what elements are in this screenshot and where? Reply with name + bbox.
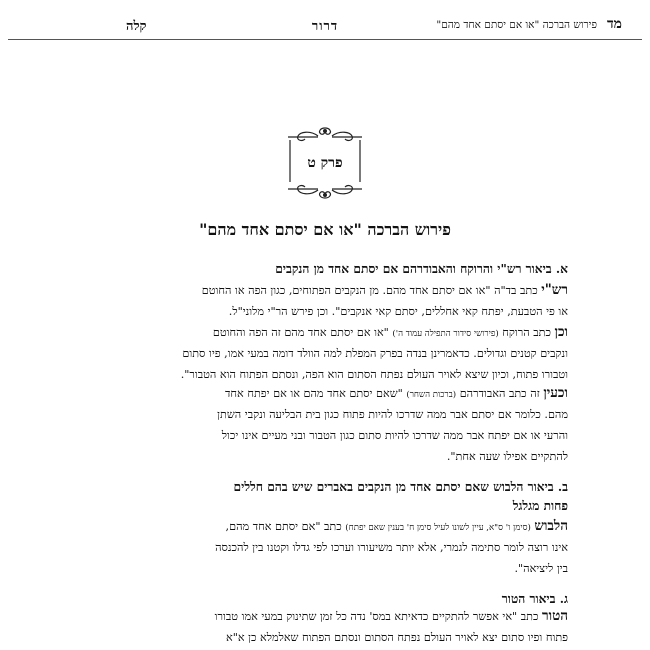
header-title-text: פירוש הברכה "או אם יסתם אחד מהם" (436, 19, 597, 31)
paragraph-lead-word: הטור (541, 608, 568, 624)
paragraph-line (86, 606, 568, 627)
paragraph-line (86, 383, 568, 404)
header-journal-name: דרור (311, 19, 339, 34)
paragraph-abudarham (86, 383, 568, 467)
paragraph-lead-word: וכעין (543, 385, 568, 401)
header-running-title (436, 16, 622, 33)
paragraph-levush (86, 516, 568, 579)
paragraph-line: או פי הטבעת, יפתח קאי אחללים, יסתם קאי אנקבים". וכן פירש הר"י מלוני"ל. (228, 305, 568, 318)
line-text: "שאם יסתם אחד מהם או אם יפתח אחד (225, 387, 403, 400)
paragraph-tur (86, 606, 568, 648)
section-b-heading-line1: ב. ביאור הלבוש שאם יסתם אחד מן הנקבים באברים שיש בהם חללים (233, 480, 568, 494)
section-c-heading: ג. ביאור הטור (501, 592, 568, 606)
chapter-label: פרק ט (307, 155, 343, 171)
paragraph-rokeach (86, 322, 568, 385)
line-text: כתב בד"ה "או אם יסתם אחד מהם. מן הנקבים הפתוחים, כגון הפה או החוטם (201, 284, 538, 297)
paragraph-line: וטבורו פתוח, וכיון שיצא לאויר העולם נפתח הסתום הוא הפה, ונסתם הפתוח הוא הטבור". (180, 368, 568, 381)
paragraph-line: אינו רוצה לומר סתימה לגמרי, אלא יותר משיעורו וערכו לפי גדלו וקטנו בין להכנסה (215, 541, 568, 554)
paragraph-lead-word: וכן (554, 324, 568, 340)
source-citation: (ברכות השחר) (406, 390, 457, 400)
paragraph-lead-word: רש"י (541, 282, 568, 298)
paragraph-line (86, 322, 568, 343)
paragraph-rashi (86, 280, 568, 322)
line-text: "או אם יסתם אחד מהם זה הפה והחוטם (212, 326, 389, 339)
chapter-title: פירוש הברכה "או אם יסתם אחד מהם" (199, 220, 451, 239)
header-page-number: מד (606, 16, 622, 32)
paragraph-lead-word: הלבוש (534, 518, 568, 534)
paragraph-line: ונקבים קטנים וגדולים. כדאמרינן בנדה בפרק המפלת למה הוולד דומה במעי אמו, פיו סתום (182, 347, 568, 360)
line-text: כתב "אי אפשר להתקיים כדאיתא במס' נדה כל זמן שתינוק במעי אמו טבורו (214, 610, 539, 623)
paragraph-line: והרעי או אם יפתח אבר ממה שדרכו להיות סתום כגון הטבור ובני מעיים אינו יכול (221, 429, 568, 442)
line-text: זה כתב האבודרהם (459, 387, 540, 400)
paragraph-line: להתקיים אפילו שעה אחת". (446, 450, 568, 463)
header-rule (8, 39, 642, 40)
paragraph-line (86, 280, 568, 301)
running-header (8, 10, 642, 42)
header-page-label: קלה (126, 19, 147, 34)
section-b-heading-line2: פחות מגלגל (512, 499, 568, 513)
section-a-heading: א. ביאור רש"י והרוקח והאבודרהם אם יסתם אחד מן הנקבים (275, 262, 568, 276)
line-text: כתב הרוקח (502, 326, 551, 339)
line-text: כתב "אם יסתם אחד מהם, (225, 520, 342, 533)
paragraph-line: בין ליציאה". (514, 562, 568, 575)
source-citation: (פירושי סידור התפילה עמוד ה') (392, 329, 499, 339)
paragraph-line: מהם. כלומר אם יסתם אבר ממה שדרכו להיות פתוח כגון בית הבליעה ונקבי השתן (217, 408, 568, 421)
paragraph-line (86, 516, 568, 537)
source-citation: (סימן ו' ס"א, עיין לשונו לעיל סימן ח' בענין שאם יפתח) (345, 523, 531, 533)
paragraph-line: פתוח ופיו סתום יצא לאויר העולם נפתח הסתום ונסתם הפתוח שאלמלא כן א"א (226, 631, 568, 644)
